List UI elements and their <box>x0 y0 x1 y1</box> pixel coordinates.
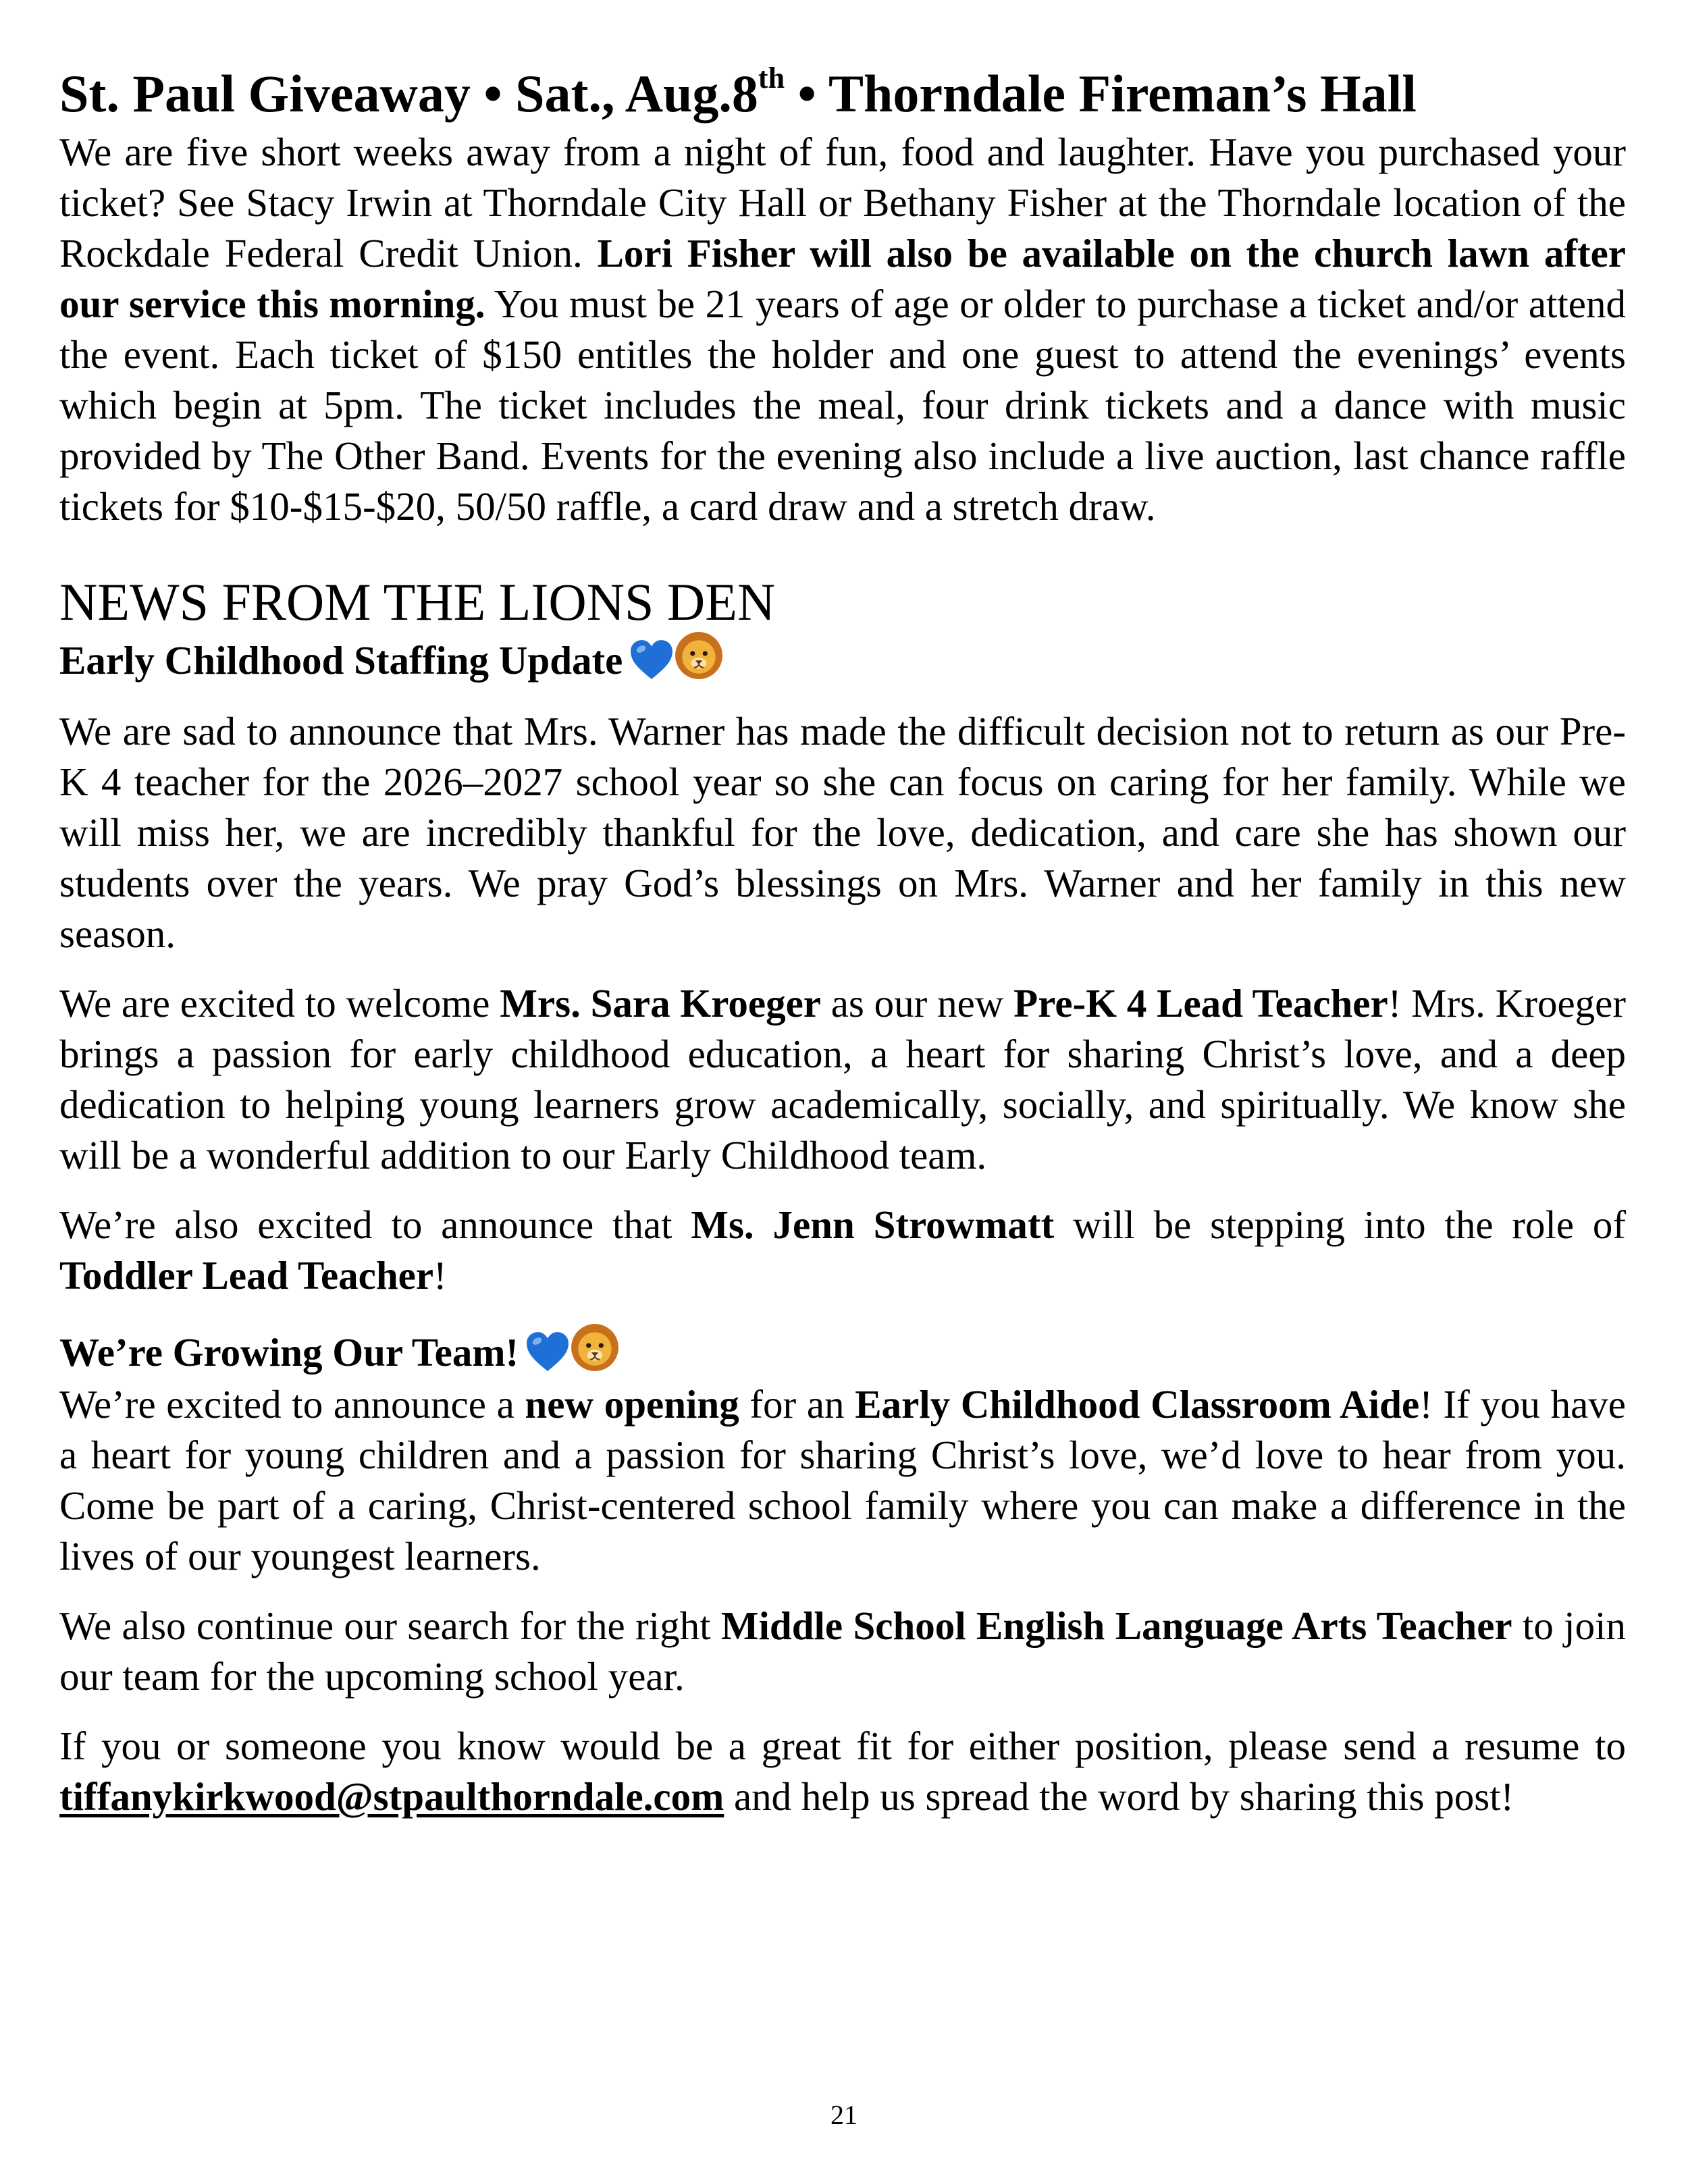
staffing-paragraph-strowmatt: We’re also excited to announce that Ms. Jenn Strowmatt will be stepping into the role of Toddler Lead Teacher! <box>59 1202 1626 1298</box>
giveaway-paragraph: We are five short weeks away from a night of fun, food and laughter. Have you purchased your ticket? See Stacy Irwin at Thorndale City Hall or Bethany Fisher at the Thorndale location of the Rockdale Federal Credit Union. Lori Fisher will also be available on the church lawn after our service this morning. You must be 21 years of age or older to purchase a ticket and/or attend the event. Each ticket of $150 entitles the holder and one guest to attend the evenings’ events which begin at 5pm. The ticket includes the meal, four drink tickets and a dance with music provided by The Other Band. Events for the evening also include a live auction, last chance raffle tickets for $10-$15-$20, 50/50 raffle, a card draw and a stretch draw. <box>59 130 1626 529</box>
staffing-subheading: Early Childhood Staffing Update <box>59 633 1626 687</box>
blue-heart-icon <box>525 1331 570 1373</box>
staffing-paragraph-kroeger: We are excited to welcome Mrs. Sara Kroeger as our new Pre-K 4 Lead Teacher! Mrs. Kroeger brings a passion for early childhood education, a heart for sharing Christ’s love, and a deep dedication to helping young learners grow academically, socially, and spiritually. We know she will be a wonderful addition to our Early Childhood team. <box>59 981 1626 1177</box>
page-number: 21 <box>830 2100 858 2130</box>
lion-face-icon <box>570 1323 620 1373</box>
newsletter-page <box>59 61 1626 1822</box>
growing-subheading: We’re Growing Our Team! <box>59 1325 1626 1379</box>
growing-paragraph-ela: We also continue our search for the right Middle School English Language Arts Teacher to join our team for the upcoming school year. <box>59 1603 1626 1699</box>
growing-paragraph-aide: We’re excited to announce a new opening for an Early Childhood Classroom Aide! If you have a heart for young children and a passion for sharing Christ’s love, we’d love to hear from you. Come be part of a caring, Christ-centered school family where you can make a difference in the lives of our youngest learners. <box>59 1382 1626 1578</box>
staffing-paragraph-warner: We are sad to announce that Mrs. Warner has made the difficult decision not to return as our Pre-K 4 teacher for the 2026–2027 school year so she can focus on caring for her family. While we will miss her, we are incredibly thankful for the love, dedication, and care she has shown our students over the years. We pray God’s blessings on Mrs. Warner and her family in this new season. <box>59 709 1626 956</box>
giveaway-title: St. Paul Giveaway • Sat., Aug.8th • Thorndale Fireman’s Hall <box>59 61 1417 123</box>
lion-face-icon <box>674 631 724 681</box>
blue-heart-icon <box>629 639 674 681</box>
lions-den-heading: NEWS FROM THE LIONS DEN <box>59 572 776 631</box>
growing-paragraph-contact: If you or someone you know would be a great fit for either position, please send a resume to tiffanykirkwood@stpaulthorndale.com and help us spread the word by sharing this post! <box>59 1724 1626 1819</box>
contact-email-link[interactable]: tiffanykirkwood@stpaulthorndale.com <box>59 1774 724 1819</box>
